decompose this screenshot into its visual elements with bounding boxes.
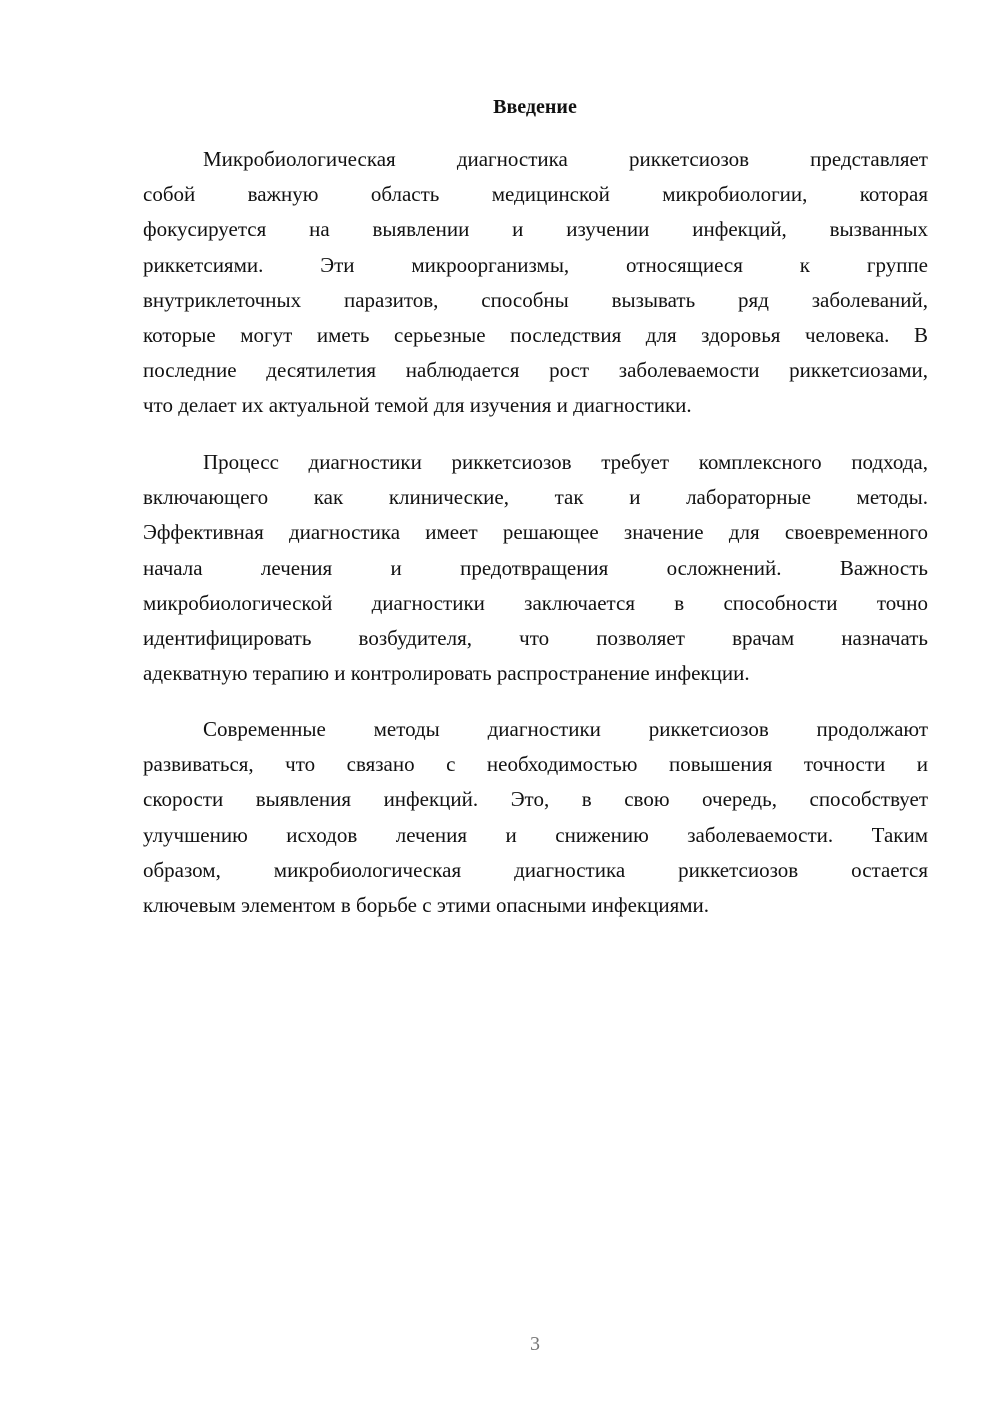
paragraph-2 — [143, 445, 928, 691]
text-line: фокусируется на выявлении и изучении инфекций, вызванных — [143, 217, 928, 242]
text-line: адекватную терапию и контролировать распространение инфекции. — [143, 661, 750, 686]
page-number: 3 — [530, 1333, 540, 1355]
text-line: последние десятилетия наблюдается рост заболеваемости риккетсиозами, — [143, 358, 928, 383]
text-line: микробиологической диагностики заключается в способности точно — [143, 590, 928, 615]
text-line: улучшению исходов лечения и снижению заболеваемости. Таким — [143, 822, 928, 847]
text-line: ключевым элементом в борьбе с этими опасными инфекциями. — [143, 892, 710, 917]
text-line: идентифицировать возбудителя, что позволяет врачам назначать — [143, 625, 928, 650]
text-line: что делает их актуальной темой для изучения и диагностики. — [143, 393, 692, 418]
text-line: Процесс диагностики риккетсиозов требует комплексного подхода, — [203, 450, 928, 474]
text-line: Микробиологическая диагностика риккетсиозов представляет — [203, 147, 928, 171]
text-line: скорости выявления инфекций. Это, в свою очередь, способствует — [143, 787, 928, 812]
text-line: собой важную область медицинской микробиологии, которая — [143, 182, 928, 207]
paragraph-3 — [143, 712, 928, 923]
section-heading: Введение — [493, 96, 577, 118]
text-line: образом, микробиологическая диагностика риккетсиозов остается — [143, 857, 928, 882]
text-line: риккетсиями. Эти микроорганизмы, относящиеся к группе — [143, 252, 928, 277]
text-line: начала лечения и предотвращения осложнений. Важность — [143, 555, 928, 580]
text-line: Современные методы диагностики риккетсиозов продолжают — [203, 717, 928, 741]
text-line: Эффективная диагностика имеет решающее значение для своевременного — [143, 520, 928, 545]
text-line: которые могут иметь серьезные последствия для здоровья человека. В — [143, 322, 928, 347]
text-line: включающего как клинические, так и лабораторные методы. — [143, 485, 928, 510]
text-line: внутриклеточных паразитов, способны вызывать ряд заболеваний, — [143, 287, 928, 312]
text-line: развиваться, что связано с необходимостью повышения точности и — [143, 752, 928, 777]
paragraph-1 — [143, 142, 928, 424]
